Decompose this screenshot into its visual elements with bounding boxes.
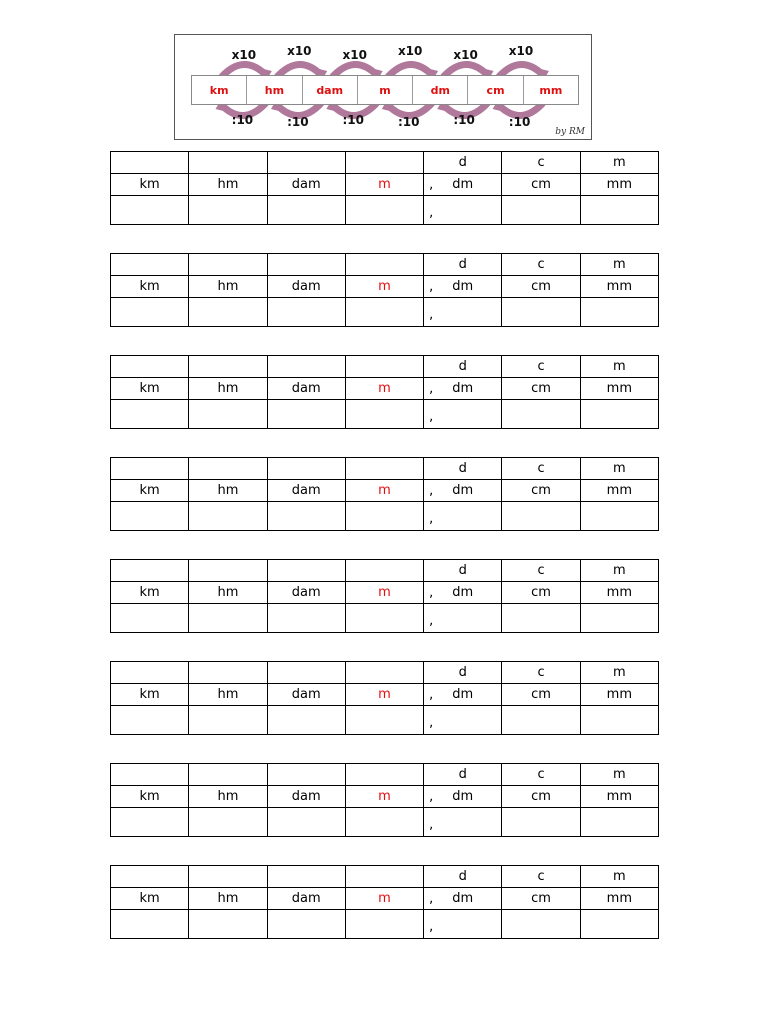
- entry-cell[interactable]: [345, 400, 423, 429]
- entry-cell[interactable]: [424, 910, 502, 939]
- decimal-comma: ,: [429, 715, 434, 731]
- entry-cell[interactable]: [502, 196, 580, 225]
- decimal-comma: ,: [429, 483, 434, 498]
- entry-cell[interactable]: [580, 400, 658, 429]
- subunit-header-cell: [189, 662, 267, 684]
- unit-header-mm: mm: [580, 174, 658, 196]
- decimal-comma: ,: [429, 177, 434, 192]
- unit-cell-m: m: [358, 76, 413, 104]
- subunit-header-cell: [345, 458, 423, 480]
- subunit-header-cell: [189, 560, 267, 582]
- place-value-table: [110, 355, 659, 429]
- place-value-table: [110, 559, 659, 633]
- decimal-comma: ,: [429, 409, 434, 425]
- entry-cell[interactable]: [580, 502, 658, 531]
- unit-header-km: km: [111, 174, 189, 196]
- place-value-table: [110, 253, 659, 327]
- subunit-header-cell: d: [424, 356, 502, 378]
- unit-header-dm: , dm: [424, 786, 502, 808]
- subunit-header-cell: d: [424, 764, 502, 786]
- entry-cell[interactable]: [189, 502, 267, 531]
- entry-cell[interactable]: [189, 400, 267, 429]
- decimal-comma: ,: [429, 817, 434, 833]
- unit-header-hm: hm: [189, 888, 267, 910]
- unit-header-km: km: [111, 684, 189, 706]
- unit-header-hm: hm: [189, 276, 267, 298]
- unit-header-dm: , dm: [424, 276, 502, 298]
- entry-cell[interactable]: [345, 706, 423, 735]
- unit-header-mm: mm: [580, 276, 658, 298]
- subunit-header-cell: m: [580, 458, 658, 480]
- subunit-header-cell: d: [424, 458, 502, 480]
- entry-cell[interactable]: [111, 502, 189, 531]
- subunit-header-cell: [111, 764, 189, 786]
- subunit-header-cell: [111, 152, 189, 174]
- subunit-header-cell: c: [502, 662, 580, 684]
- unit-header-m: m: [345, 582, 423, 604]
- unit-header-hm: hm: [189, 582, 267, 604]
- entry-cell[interactable]: [267, 196, 345, 225]
- subunit-header-cell: [267, 152, 345, 174]
- unit-header-cm: cm: [502, 684, 580, 706]
- subunit-header-cell: [111, 458, 189, 480]
- place-value-table: [110, 763, 659, 837]
- unit-cell-cm: cm: [468, 76, 523, 104]
- unit-header-dm: , dm: [424, 378, 502, 400]
- entry-cell[interactable]: [580, 706, 658, 735]
- subunit-header-cell: d: [424, 662, 502, 684]
- conversion-diagram: [174, 34, 592, 140]
- unit-cell-dam: dam: [303, 76, 358, 104]
- subunit-header-cell: [111, 866, 189, 888]
- unit-header-km: km: [111, 480, 189, 502]
- unit-header-mm: mm: [580, 684, 658, 706]
- subunit-header-cell: [189, 254, 267, 276]
- entry-cell[interactable]: [111, 910, 189, 939]
- divide-label: :10: [397, 115, 420, 129]
- entry-cell[interactable]: [267, 604, 345, 633]
- entry-cell[interactable]: [111, 808, 189, 837]
- entry-cell[interactable]: [267, 400, 345, 429]
- entry-cell[interactable]: [189, 604, 267, 633]
- entry-cell[interactable]: [111, 298, 189, 327]
- subunit-header-cell: c: [502, 458, 580, 480]
- unit-header-mm: mm: [580, 786, 658, 808]
- unit-header-dam: dam: [267, 582, 345, 604]
- unit-header-m: m: [345, 480, 423, 502]
- unit-header-m: m: [345, 684, 423, 706]
- entry-cell[interactable]: [424, 400, 502, 429]
- entry-cell[interactable]: [267, 298, 345, 327]
- subunit-header-cell: d: [424, 560, 502, 582]
- entry-cell[interactable]: [424, 604, 502, 633]
- subunit-header-cell: d: [424, 152, 502, 174]
- multiply-label: x10: [508, 44, 534, 58]
- entry-cell[interactable]: [267, 706, 345, 735]
- subunit-header-cell: m: [580, 764, 658, 786]
- entry-cell[interactable]: [345, 604, 423, 633]
- entry-cell[interactable]: [424, 706, 502, 735]
- subunit-header-cell: [345, 152, 423, 174]
- entry-cell[interactable]: [580, 910, 658, 939]
- multiply-label: x10: [342, 48, 367, 62]
- subunit-header-cell: m: [580, 254, 658, 276]
- unit-header-mm: mm: [580, 480, 658, 502]
- decimal-comma: ,: [429, 891, 434, 906]
- unit-header-km: km: [111, 786, 189, 808]
- unit-header-dam: dam: [267, 684, 345, 706]
- unit-header-cm: cm: [502, 582, 580, 604]
- unit-header-dam: dam: [267, 480, 345, 502]
- subunit-header-cell: c: [502, 356, 580, 378]
- subunit-header-cell: [267, 560, 345, 582]
- unit-header-dam: dam: [267, 888, 345, 910]
- unit-header-cm: cm: [502, 480, 580, 502]
- entry-cell[interactable]: [189, 706, 267, 735]
- subunit-header-cell: [267, 356, 345, 378]
- unit-header-hm: hm: [189, 684, 267, 706]
- divide-label: :10: [508, 115, 531, 129]
- entry-cell[interactable]: [502, 400, 580, 429]
- unit-header-dam: dam: [267, 276, 345, 298]
- unit-header-dam: dam: [267, 378, 345, 400]
- decimal-comma: ,: [429, 789, 434, 804]
- subunit-header-cell: [345, 560, 423, 582]
- multiply-label: x10: [397, 44, 423, 58]
- unit-header-m: m: [345, 378, 423, 400]
- subunit-header-cell: [189, 866, 267, 888]
- subunit-header-cell: c: [502, 560, 580, 582]
- entry-cell[interactable]: [502, 706, 580, 735]
- unit-header-hm: hm: [189, 480, 267, 502]
- entry-cell[interactable]: [111, 706, 189, 735]
- decimal-comma: ,: [429, 381, 434, 396]
- decimal-comma: ,: [429, 307, 434, 323]
- decimal-comma: ,: [429, 205, 434, 221]
- entry-cell[interactable]: [424, 808, 502, 837]
- entry-cell[interactable]: [267, 808, 345, 837]
- subunit-header-cell: d: [424, 866, 502, 888]
- subunit-header-cell: [111, 662, 189, 684]
- multiply-label: x10: [287, 44, 312, 58]
- unit-strip: [191, 75, 579, 105]
- entry-cell[interactable]: [345, 910, 423, 939]
- unit-header-m: m: [345, 276, 423, 298]
- entry-cell[interactable]: [424, 298, 502, 327]
- entry-cell[interactable]: [111, 400, 189, 429]
- unit-header-dm: , dm: [424, 684, 502, 706]
- entry-cell[interactable]: [111, 604, 189, 633]
- unit-header-hm: hm: [189, 786, 267, 808]
- subunit-header-cell: m: [580, 866, 658, 888]
- unit-header-mm: mm: [580, 888, 658, 910]
- entry-cell[interactable]: [267, 502, 345, 531]
- unit-header-cm: cm: [502, 276, 580, 298]
- unit-header-dam: dam: [267, 786, 345, 808]
- decimal-comma: ,: [429, 511, 434, 527]
- entry-cell[interactable]: [111, 196, 189, 225]
- entry-cell[interactable]: [580, 604, 658, 633]
- multiply-label: x10: [453, 48, 478, 62]
- conversion-tables: [110, 151, 658, 967]
- unit-header-m: m: [345, 888, 423, 910]
- subunit-header-cell: [345, 254, 423, 276]
- decimal-comma: ,: [429, 687, 434, 702]
- subunit-header-cell: [189, 152, 267, 174]
- subunit-header-cell: [111, 560, 189, 582]
- entry-cell[interactable]: [267, 910, 345, 939]
- decimal-comma: ,: [429, 919, 434, 935]
- entry-cell[interactable]: [189, 910, 267, 939]
- unit-header-dam: dam: [267, 174, 345, 196]
- subunit-header-cell: c: [502, 866, 580, 888]
- unit-cell-km: km: [192, 76, 247, 104]
- entry-cell[interactable]: [502, 502, 580, 531]
- decimal-comma: ,: [429, 613, 434, 629]
- entry-cell[interactable]: [424, 502, 502, 531]
- unit-header-mm: mm: [580, 582, 658, 604]
- unit-header-mm: mm: [580, 378, 658, 400]
- subunit-header-cell: [345, 662, 423, 684]
- divide-label: :10: [453, 113, 475, 127]
- divide-label: :10: [287, 115, 309, 129]
- unit-header-km: km: [111, 888, 189, 910]
- entry-cell[interactable]: [345, 196, 423, 225]
- entry-cell[interactable]: [502, 808, 580, 837]
- entry-cell[interactable]: [345, 298, 423, 327]
- unit-header-cm: cm: [502, 888, 580, 910]
- decimal-comma: ,: [429, 585, 434, 600]
- place-value-table: [110, 151, 659, 225]
- subunit-header-cell: c: [502, 764, 580, 786]
- subunit-header-cell: [267, 458, 345, 480]
- unit-header-hm: hm: [189, 378, 267, 400]
- subunit-header-cell: [189, 458, 267, 480]
- entry-cell[interactable]: [424, 196, 502, 225]
- unit-header-cm: cm: [502, 174, 580, 196]
- unit-cell-mm: mm: [539, 83, 563, 97]
- entry-cell[interactable]: [580, 196, 658, 225]
- subunit-header-cell: [111, 356, 189, 378]
- subunit-header-cell: m: [580, 662, 658, 684]
- unit-cell-hm: hm: [247, 76, 302, 104]
- subunit-header-cell: [189, 356, 267, 378]
- subunit-header-cell: [111, 254, 189, 276]
- subunit-header-cell: m: [580, 356, 658, 378]
- multiply-label: x10: [231, 48, 257, 62]
- subunit-header-cell: [267, 866, 345, 888]
- subunit-header-cell: [189, 764, 267, 786]
- unit-header-dm: , dm: [424, 174, 502, 196]
- entry-cell[interactable]: [345, 502, 423, 531]
- entry-cell[interactable]: [502, 910, 580, 939]
- entry-cell[interactable]: [345, 808, 423, 837]
- divide-label: :10: [342, 113, 364, 127]
- divide-label: :10: [231, 113, 254, 127]
- entry-cell[interactable]: [189, 298, 267, 327]
- entry-cell[interactable]: [502, 604, 580, 633]
- entry-cell[interactable]: [580, 808, 658, 837]
- unit-header-km: km: [111, 582, 189, 604]
- unit-header-m: m: [345, 174, 423, 196]
- entry-cell[interactable]: [502, 298, 580, 327]
- subunit-header-cell: [345, 356, 423, 378]
- entry-cell[interactable]: [580, 298, 658, 327]
- unit-header-km: km: [111, 378, 189, 400]
- unit-header-hm: hm: [189, 174, 267, 196]
- subunit-header-cell: [267, 764, 345, 786]
- unit-header-cm: cm: [502, 786, 580, 808]
- subunit-header-cell: [267, 662, 345, 684]
- subunit-header-cell: [345, 866, 423, 888]
- subunit-header-cell: c: [502, 152, 580, 174]
- unit-header-dm: , dm: [424, 480, 502, 502]
- place-value-table: [110, 457, 659, 531]
- subunit-header-cell: d: [424, 254, 502, 276]
- unit-header-dm: , dm: [424, 888, 502, 910]
- subunit-header-cell: m: [580, 152, 658, 174]
- unit-cell-dm: dm: [413, 76, 468, 104]
- subunit-header-cell: [267, 254, 345, 276]
- entry-cell[interactable]: [189, 196, 267, 225]
- unit-header-km: km: [111, 276, 189, 298]
- place-value-table: [110, 865, 659, 939]
- subunit-header-cell: m: [580, 560, 658, 582]
- unit-header-dm: , dm: [424, 582, 502, 604]
- subunit-header-cell: c: [502, 254, 580, 276]
- unit-header-cm: cm: [502, 378, 580, 400]
- entry-cell[interactable]: [189, 808, 267, 837]
- subunit-header-cell: [345, 764, 423, 786]
- unit-header-m: m: [345, 786, 423, 808]
- signature: by RM: [555, 127, 585, 137]
- decimal-comma: ,: [429, 279, 434, 294]
- place-value-table: [110, 661, 659, 735]
